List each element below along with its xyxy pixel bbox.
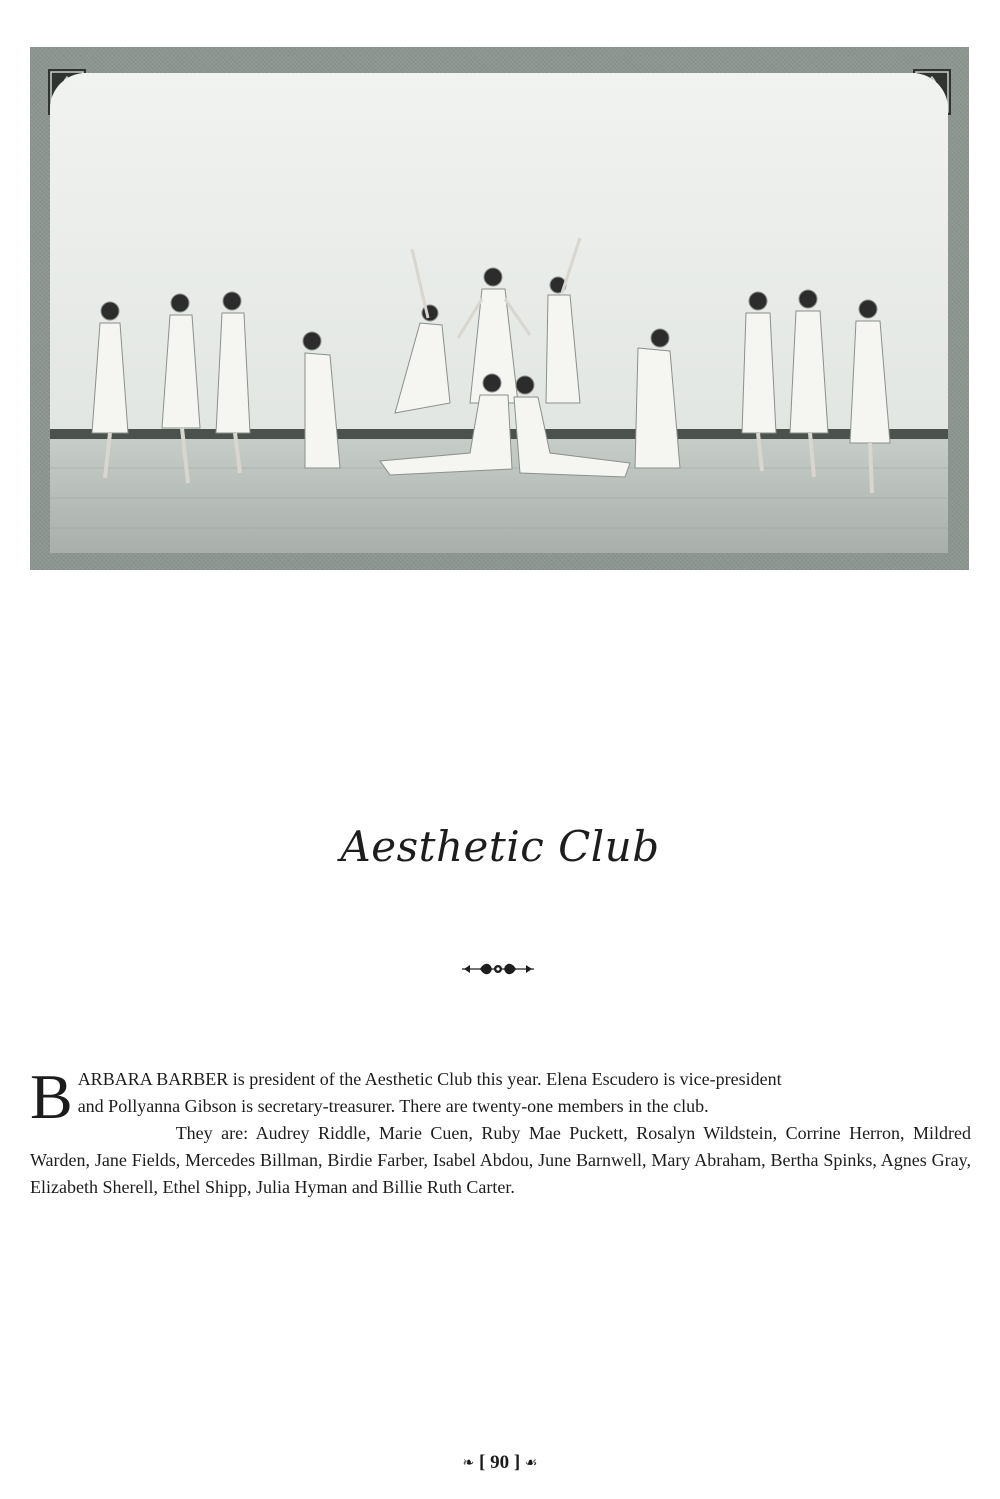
member-list: They are: Audrey Riddle, Marie Cuen, Ruby Mae Puckett, Rosalyn Wildstein, Corrine Herron, Mildred Warden, Jane Fields, Mercedes Billman, Birdie Farber, Isabel Abdou, June Barnwell, Mary Abraham, Bertha Spinks, Agnes Gray, Elizabeth Sherell, Ethel Shipp, Julia Hyman and Billie Ruth Carter.	[30, 1123, 971, 1197]
club-description	[30, 1061, 971, 1201]
page-number: 90	[490, 1452, 510, 1473]
paragraph-line: and Pollyanna Gibson is secretary-treasurer. There are twenty-one members in the club.	[77, 1096, 709, 1116]
paragraph-line: ARBARA BARBER is president of the Aesthetic Club this year. Elena Escudero is vice-president	[77, 1069, 782, 1089]
page-title: Aesthetic Club	[340, 822, 660, 871]
photo-frame	[30, 47, 969, 570]
drop-cap: B	[30, 1061, 73, 1132]
left-bracket: [	[479, 1452, 486, 1473]
group-photo	[50, 73, 948, 553]
footer-ornament-icon: ☙	[524, 1456, 538, 1472]
footer-ornament-icon: ❧	[462, 1456, 475, 1472]
page-footer	[0, 1452, 1000, 1474]
right-bracket: ]	[513, 1452, 521, 1473]
ornament-divider-icon	[460, 960, 536, 978]
